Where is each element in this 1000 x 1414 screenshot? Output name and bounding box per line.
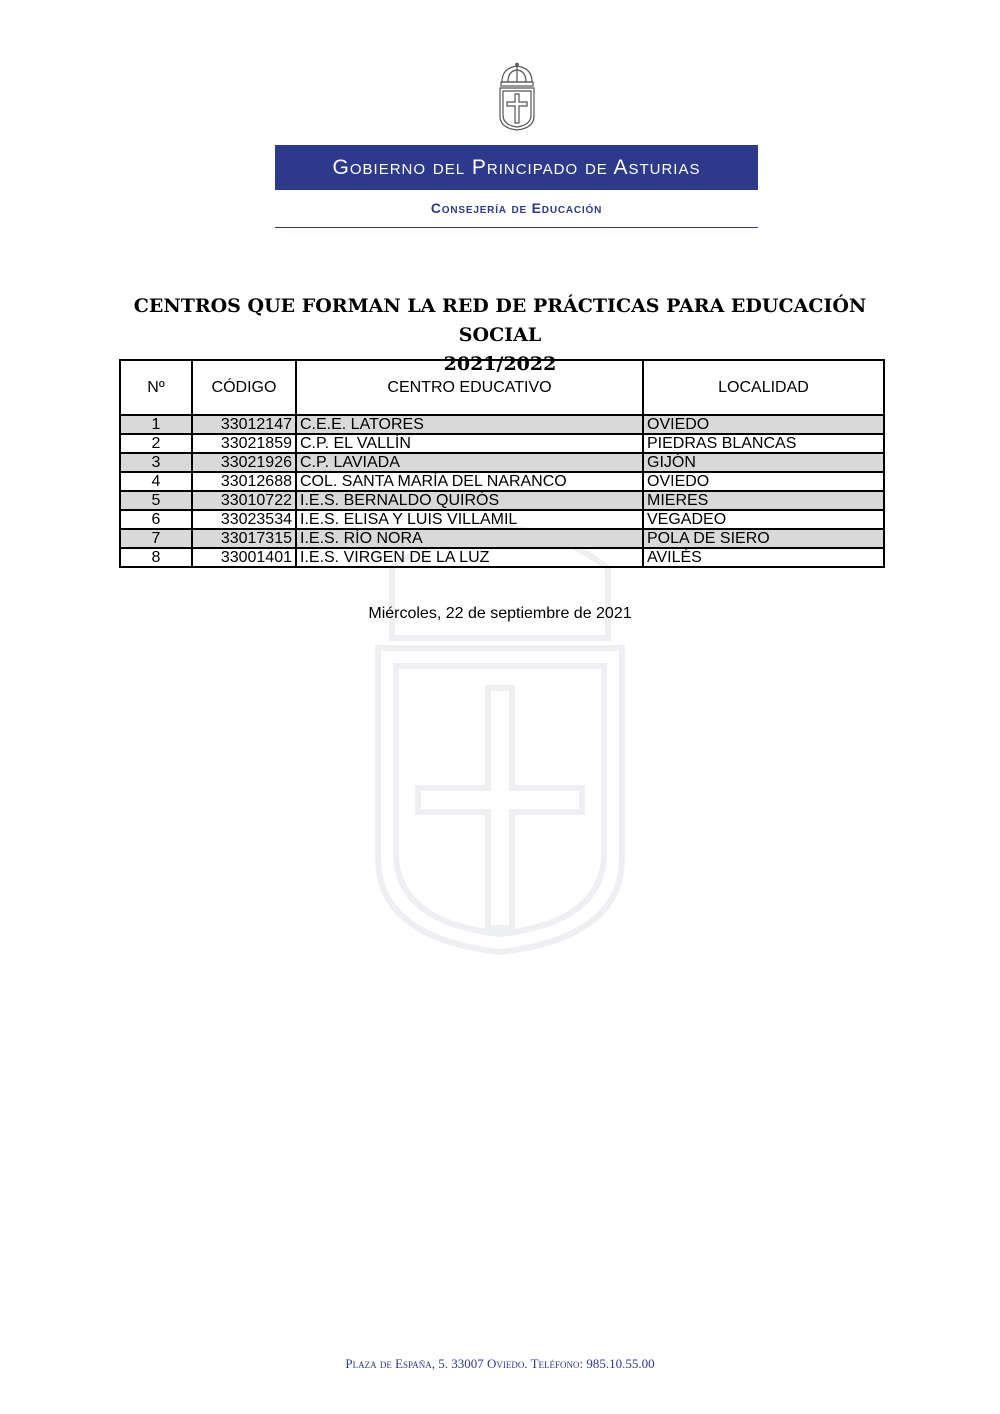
row-number: 5 xyxy=(120,491,192,510)
row-number: 2 xyxy=(120,434,192,453)
asturias-crest-icon xyxy=(494,62,540,132)
row-code: 33012688 xyxy=(192,472,296,491)
row-locality: AVILÉS xyxy=(643,548,884,567)
header-center: CENTRO EDUCATIVO xyxy=(296,360,643,415)
row-code: 33023534 xyxy=(192,510,296,529)
table-row xyxy=(120,491,884,510)
header-number: Nº xyxy=(120,360,192,415)
document-date: Miércoles, 22 de septiembre de 2021 xyxy=(368,605,632,622)
row-code: 33010722 xyxy=(192,491,296,510)
row-code: 33001401 xyxy=(192,548,296,567)
row-locality: OVIEDO xyxy=(643,415,884,434)
header-locality: LOCALIDAD xyxy=(643,360,884,415)
row-center: C.P. LAVIADA xyxy=(296,453,643,472)
title-line-2: 2021/2022 xyxy=(443,353,557,375)
table-row xyxy=(120,529,884,548)
row-number: 7 xyxy=(120,529,192,548)
crest-watermark-icon xyxy=(372,508,628,956)
footer-address: Plaza de España, 5. 33007 Oviedo. Teléfono: 985.10.55.00 xyxy=(345,1356,655,1371)
row-center: I.E.S. VIRGEN DE LA LUZ xyxy=(296,548,643,567)
header-divider xyxy=(275,227,758,228)
row-center: COL. SANTA MARÍA DEL NARANCO xyxy=(296,472,643,491)
row-number: 8 xyxy=(120,548,192,567)
table-row xyxy=(120,434,884,453)
table-header-row xyxy=(120,360,884,415)
row-locality: GIJÓN xyxy=(643,453,884,472)
centers-table xyxy=(119,359,885,568)
row-center: I.E.S. ELISA Y LUIS VILLAMIL xyxy=(296,510,643,529)
row-code: 33012147 xyxy=(192,415,296,434)
table-row xyxy=(120,548,884,567)
row-number: 4 xyxy=(120,472,192,491)
department-name: Consejería de Educación xyxy=(430,200,603,216)
table-row xyxy=(120,510,884,529)
row-number: 6 xyxy=(120,510,192,529)
row-center: C.P. EL VALLÍN xyxy=(296,434,643,453)
row-center: I.E.S. RÍO NORA xyxy=(296,529,643,548)
header-code: CÓDIGO xyxy=(192,360,296,415)
row-center: C.E.E. LATORES xyxy=(296,415,643,434)
row-center: I.E.S. BERNALDO QUIRÓS xyxy=(296,491,643,510)
row-code: 33017315 xyxy=(192,529,296,548)
row-locality: POLA DE SIERO xyxy=(643,529,884,548)
table-row xyxy=(120,472,884,491)
row-code: 33021926 xyxy=(192,453,296,472)
row-code: 33021859 xyxy=(192,434,296,453)
row-locality: OVIEDO xyxy=(643,472,884,491)
row-locality: VEGADEO xyxy=(643,510,884,529)
table-row xyxy=(120,453,884,472)
row-number: 1 xyxy=(120,415,192,434)
row-number: 3 xyxy=(120,453,192,472)
government-banner: Gobierno del Principado de Asturias xyxy=(275,145,758,190)
row-locality: PIEDRAS BLANCAS xyxy=(643,434,884,453)
row-locality: MIERES xyxy=(643,491,884,510)
title-line-1: CENTROS QUE FORMAN LA RED DE PRÁCTICAS PARA EDUCACIÓN SOCIAL xyxy=(133,295,867,346)
table-row xyxy=(120,415,884,434)
